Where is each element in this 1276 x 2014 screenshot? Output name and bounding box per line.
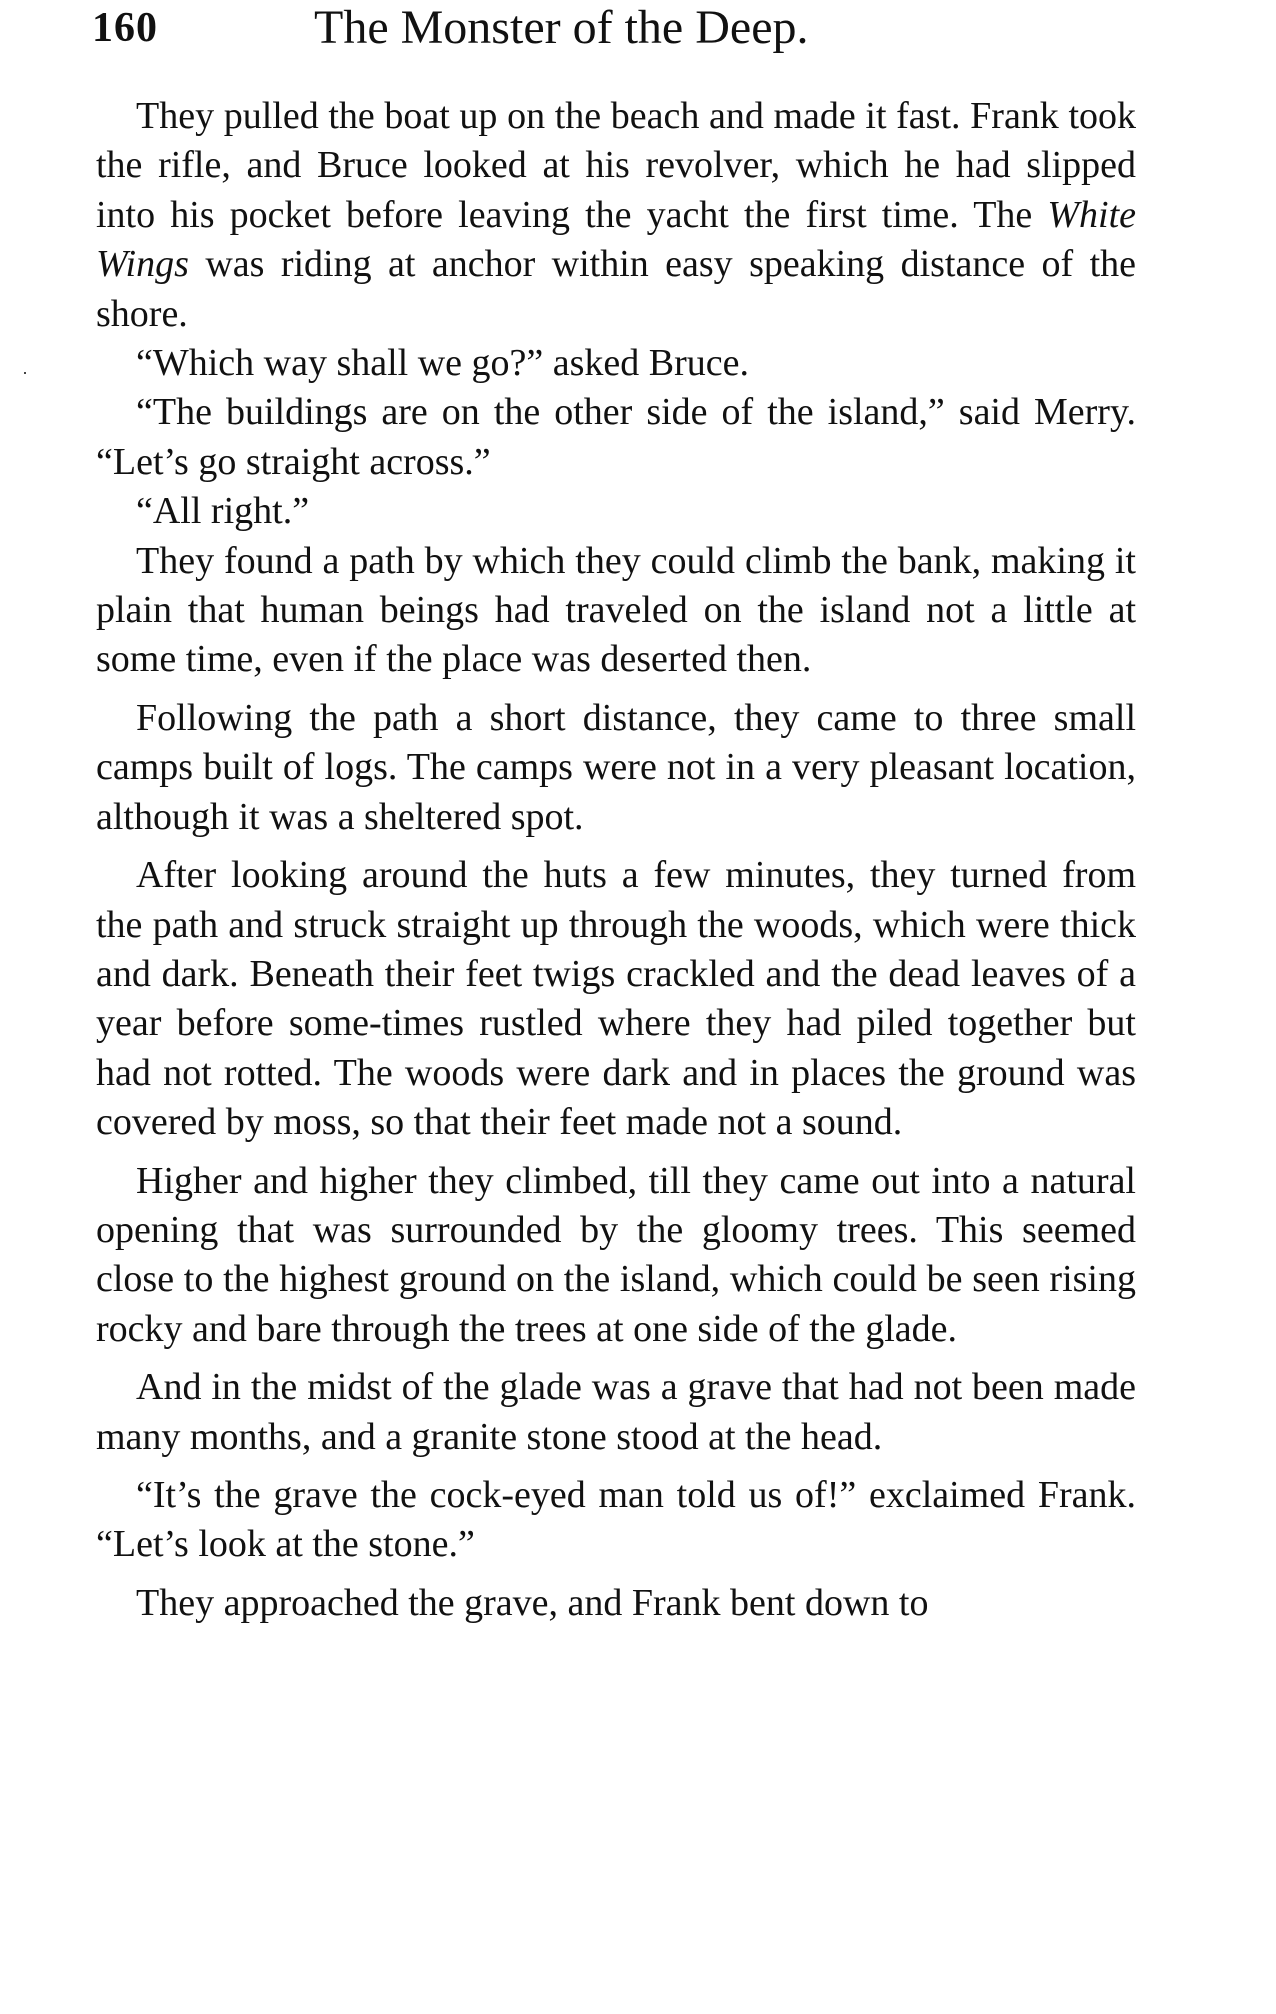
- text-run: They approached the grave, and Frank bent down to: [136, 1581, 929, 1624]
- margin-speck: [24, 372, 26, 374]
- text-run: Following the path a short distance, they came to three small camps built of logs. The camps were not in a very pleasant location, although it was a sheltered spot.: [96, 696, 1136, 838]
- text-run: “It’s the grave the cock-eyed man told us of!” exclaimed Frank. “Let’s look at the stone.”: [96, 1473, 1136, 1566]
- body-text: [96, 92, 1136, 1637]
- paragraph: [96, 92, 1136, 339]
- paragraph: [96, 851, 1136, 1147]
- paragraph: [96, 1579, 1136, 1628]
- paragraph: [96, 1157, 1136, 1355]
- paragraph: [96, 339, 1136, 388]
- text-run: After looking around the huts a few minutes, they turned from the path and struck straight up through the woods, which were thick and dark. Beneath their feet twigs crackled and the dead leaves of a year before some-times rustled where they had piled together but had not rotted. The woods were dark and in places the ground was covered by moss, so that their feet made not a sound.: [96, 854, 1136, 1144]
- text-run: Higher and higher they climbed, till they came out into a natural opening that was surrounded by the gloomy trees. This seemed close to the highest ground on the island, which could be seen rising rocky and bare through the trees at one side of the glade.: [96, 1159, 1136, 1350]
- text-run: They found a path by which they could climb the bank, making it plain that human beings had traveled on the island not a little at some time, even if the place was deserted then.: [96, 539, 1136, 681]
- page-header: [92, 0, 1142, 60]
- paragraph: [96, 1363, 1136, 1462]
- running-title: The Monster of the Deep.: [314, 1, 809, 54]
- paragraph: [96, 388, 1136, 487]
- text-run: “All right.”: [136, 490, 310, 533]
- paragraph: [96, 537, 1136, 685]
- paragraph: [96, 1471, 1136, 1570]
- text-run: “The buildings are on the other side of the island,” said Merry. “Let’s go straight across.”: [96, 391, 1136, 483]
- paragraph: [96, 694, 1136, 842]
- ship-name: White Wings: [96, 193, 1136, 286]
- text-run: “Which way shall we go?” asked Bruce.: [136, 342, 750, 385]
- text-run: was riding at anchor within easy speaking distance of the shore.: [96, 243, 1136, 335]
- page-number: 160: [92, 5, 158, 51]
- paragraph: [96, 487, 1136, 536]
- text-run: And in the midst of the glade was a grave that had not been made many months, and a granite stone stood at the head.: [96, 1366, 1136, 1458]
- text-run: They pulled the boat up on the beach and made it fast. Frank took the rifle, and Bruce looked at his revolver, which he had slipped into his pocket before leaving the yacht the first time. The: [96, 95, 1136, 236]
